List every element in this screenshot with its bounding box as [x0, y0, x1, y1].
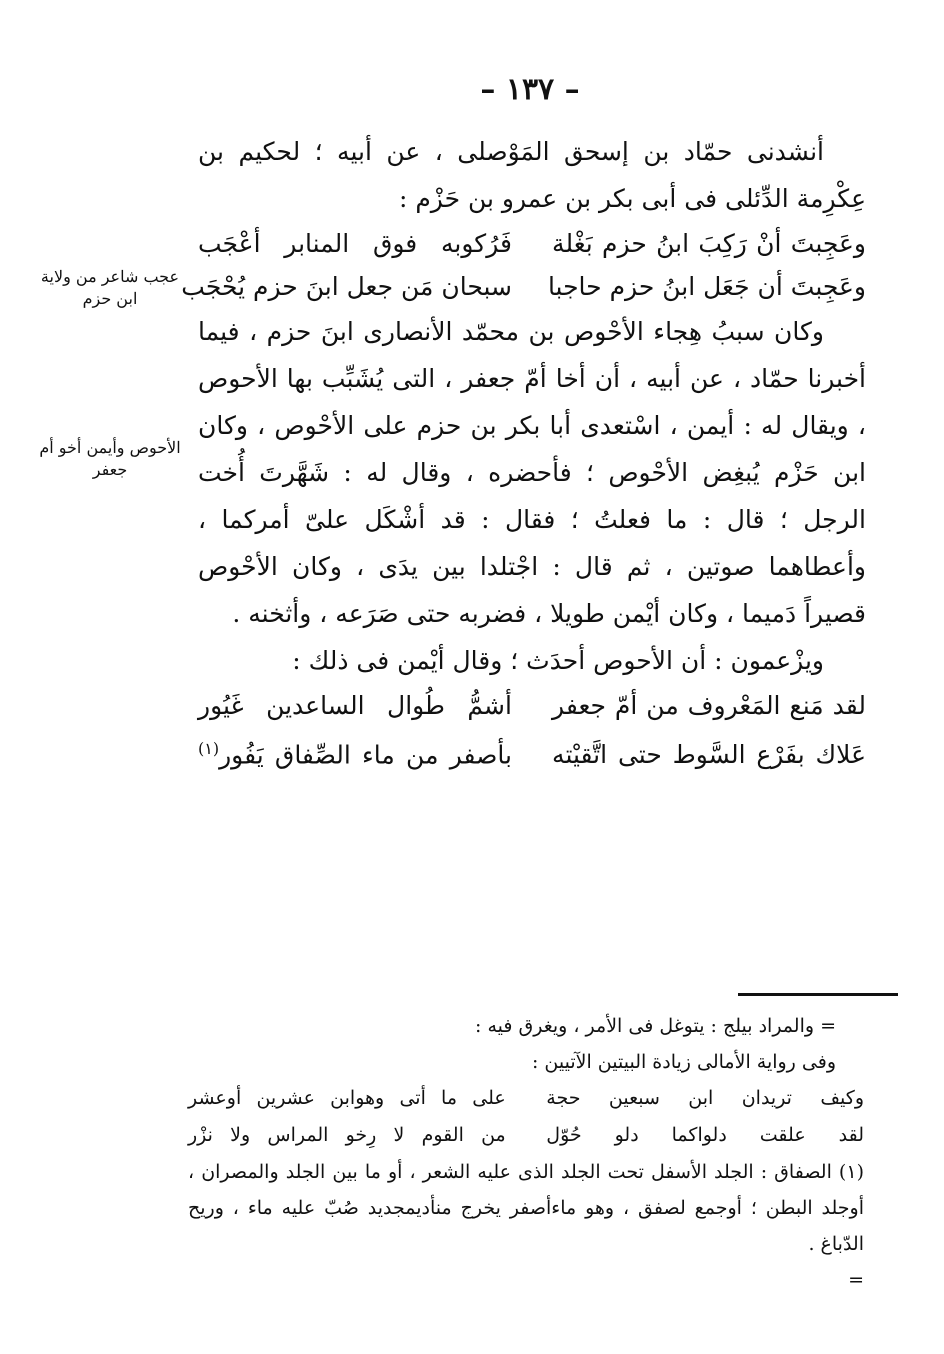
- paragraph: أنشدنى حمّاد بن إسحق المَوْصلى ، عن أبيه ؛ لحكيم بن عِكْرِمة الدِّئلى فى أبى بكر بن عمرو بن حَزْم :: [198, 137, 866, 213]
- paragraph: وكان سببُ هِجاء الأحْوص بن محمّد الأنصارى ابنَ حزم ، فيما أخبرنا حمّاد ، عن أبيه ، أن أخا أمّ جعفر ، التى يُشَبِّب بها الأحوص ، ويقال له : أيمن ، اسْتعدى أبا بكر بن حزم على الأحْوص ، وكان ابن حَزْم يُبغِض الأحْوص ؛ فأحضره ، وقال له : شَهَّرتَ أُخت الرجل ؛ قال : ما فعلتُ ؛ فقال : قد أشْكَل علىّ أمركما ، وأعطاهما صوتين ، ثم قال : اجْتلدا بين يدَى ، وكان الأحْوص قصيراً دَميما ، وكان أيْمن طويلا ، فضربه حتى صَرَعه ، وأثخنه .: [198, 317, 866, 628]
- page-number: – ١٣٧ –: [480, 72, 580, 107]
- hemistich: على ما أتى وهوابن عشرين أوعشر: [188, 1087, 506, 1109]
- hemistich: عَلاك بفَرْع السَّوط حتى اتَّقيْته: [552, 740, 866, 770]
- poem-verse: [181, 265, 866, 308]
- note-line: = والمراد بيلج : يتوغل فى الأمر ، ويغرق فيه :: [475, 1015, 836, 1037]
- footnote-text: (١) الصفاق : الجلد الأسفل تحت الجلد الذى عليه الشعر ، أو ما بين الجلد والمصران ، أوجلد البطن ؛ أوجمع لصفق ، وهو ماءأصفر يخرج منأديمجديد صُبّ عليه ماء ، وريح الدّباغ .: [188, 1161, 864, 1255]
- main-text: [181, 128, 866, 770]
- footnote-marker: (١): [198, 739, 220, 758]
- hemistich: من القوم لا رِخو المراس ولا نزْر: [188, 1124, 506, 1146]
- margin-note: الأحوص وأيمن أخو أم جعفر: [39, 438, 181, 479]
- footnotes: [188, 1008, 864, 1298]
- paragraph: ويزْعمون : أن الأحوص أحدَث ؛ وقال أيْمن فى ذلك :: [292, 646, 824, 675]
- hemistich: وعَجِبتَ أنْ رَكِبَ ابنُ حزم بَغْلة: [552, 229, 866, 258]
- hemistich: لقد مَنع المَعْروف من أمّ جعفر: [552, 691, 866, 720]
- poem-verse: [198, 684, 866, 727]
- hemistich: سبحان مَن جعل ابنَ حزم يُحْجَب: [181, 272, 512, 301]
- note-verse: [188, 1117, 864, 1154]
- hemistich: فَرُكوبه فوق المنابر أعْجَب: [198, 229, 512, 258]
- hemistich: [198, 727, 512, 776]
- hemistich: لقد علقت دلواكما دلو حُوّل: [546, 1124, 864, 1146]
- hemistich-text: بأصفر من ماء الصِّفاق يَفُور: [219, 740, 512, 770]
- hemistich: وعَجِبتَ أن جَعَل ابنُ حزم حاجبا: [547, 272, 866, 301]
- margin-note: عجب شاعر من ولاية ابن حزم: [40, 267, 180, 308]
- note-verse: [188, 1080, 864, 1117]
- footnote-separator: [738, 993, 898, 996]
- note-line: وفى رواية الأمالى زيادة البيتين الآتيين :: [531, 1051, 836, 1073]
- continuation-mark: =: [848, 1269, 864, 1291]
- hemistich: وكيف تريدان ابن سبعين حجة: [546, 1087, 864, 1109]
- poem-verse: [198, 727, 866, 770]
- poem-verse: [198, 222, 866, 265]
- hemistich: أشمُّ طُوال الساعدين غَيُور: [198, 691, 512, 720]
